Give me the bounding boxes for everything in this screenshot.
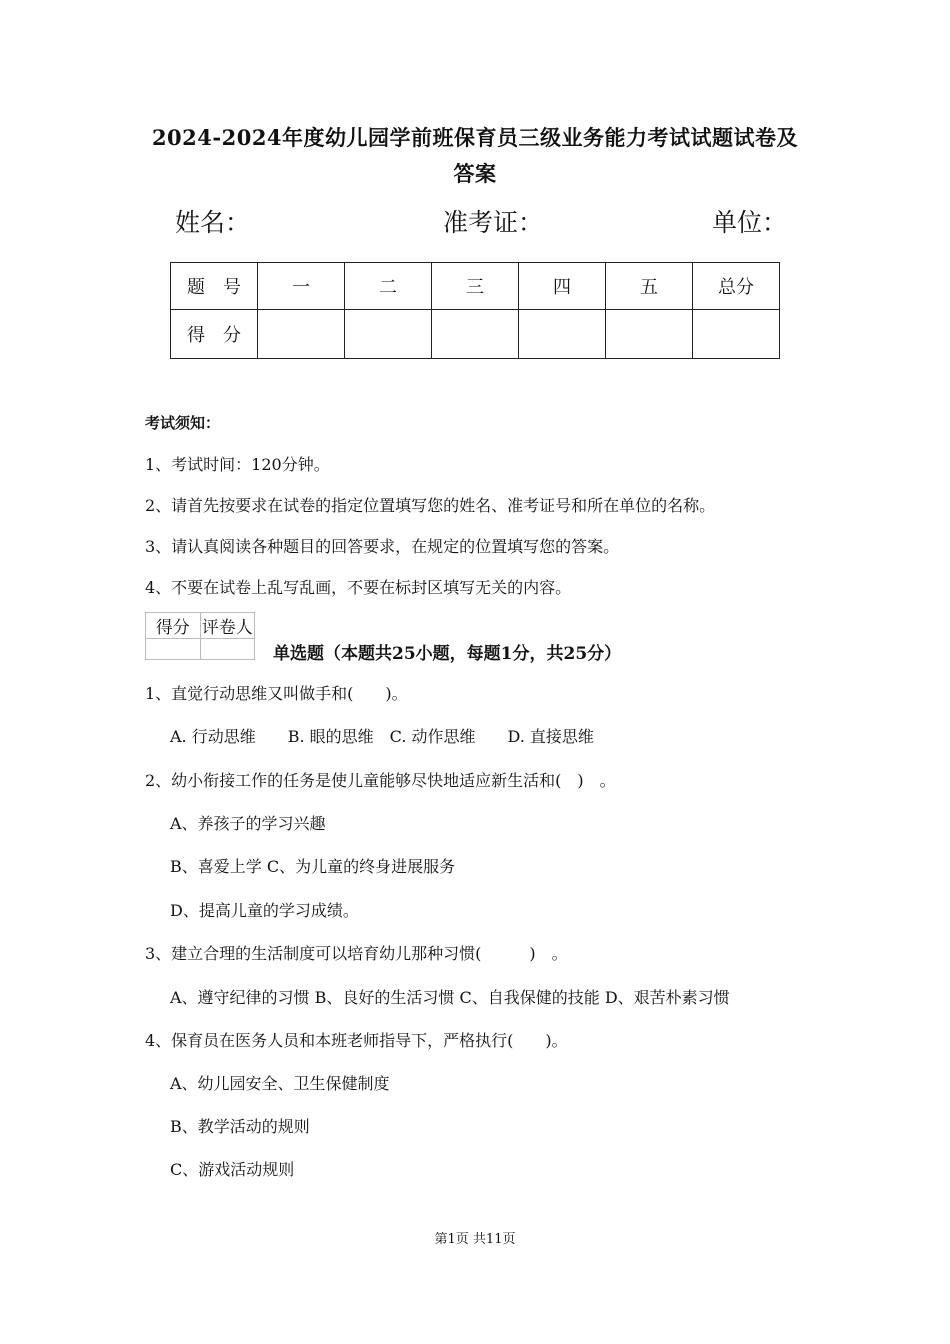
score-header-cell: 题 号 (171, 263, 258, 310)
question-stem: 3、建立合理的生活制度可以培育幼儿那种习惯( ) 。 (145, 944, 568, 963)
score-cell[interactable] (693, 310, 780, 359)
score-cell[interactable] (345, 310, 432, 359)
score-cell[interactable] (432, 310, 519, 359)
section-title: 单选题（本题共25小题，每题1分，共25分） (273, 644, 622, 664)
question-option: B、教学活动的规则 (170, 1117, 310, 1136)
question-option: D、提高儿童的学习成绩。 (170, 901, 359, 920)
score-table (170, 262, 780, 359)
question-options: A、遵守纪律的习惯 B、良好的生活习惯 C、自我保健的技能 D、艰苦朴素习惯 (170, 988, 730, 1007)
grader-score-cell[interactable] (146, 639, 201, 660)
exam-id-field-label: 准考证： (443, 208, 544, 237)
doc-title-line-1: 2024-2024年度幼儿园学前班保育员三级业务能力考试试题试卷及 (151, 125, 799, 150)
question-option: A、幼儿园安全、卫生保健制度 (170, 1074, 390, 1093)
score-header-cell: 三 (432, 263, 519, 310)
score-header-cell: 二 (345, 263, 432, 310)
name-field-label: 姓名： (175, 208, 251, 237)
score-cell[interactable] (606, 310, 693, 359)
grader-name-label: 评卷人 (200, 613, 255, 639)
question-stem: 4、保育员在医务人员和本班老师指导下，严格执行( )。 (145, 1031, 568, 1050)
question-option: B、喜爱上学 C、为儿童的终身进展服务 (170, 857, 456, 876)
unit-field-label: 单位： (712, 208, 788, 237)
notice-item: 2、请首先按要求在试卷的指定位置填写您的姓名、准考证号和所在单位的名称。 (145, 496, 716, 515)
doc-title-line-2: 答案 (453, 161, 497, 186)
grader-name-cell[interactable] (200, 639, 255, 660)
grader-score-label: 得分 (146, 613, 201, 639)
notice-title: 考试须知： (145, 414, 221, 432)
score-row-label: 得 分 (171, 310, 258, 359)
question-stem: 2、幼小衔接工作的任务是使儿童能够尽快地适应新生活和( ) 。 (145, 771, 616, 790)
notice-item: 4、不要在试卷上乱写乱画，不要在标封区填写无关的内容。 (145, 578, 572, 597)
score-table-score-row (171, 310, 780, 359)
score-table-header-row (171, 263, 780, 310)
score-cell[interactable] (258, 310, 345, 359)
notice-item: 3、请认真阅读各种题目的回答要求，在规定的位置填写您的答案。 (145, 537, 620, 556)
score-header-cell: 五 (606, 263, 693, 310)
grader-box (145, 612, 255, 660)
score-header-cell: 一 (258, 263, 345, 310)
score-cell[interactable] (519, 310, 606, 359)
question-stem: 1、直觉行动思维又叫做手和( )。 (145, 684, 408, 703)
score-header-cell: 四 (519, 263, 606, 310)
question-options: A. 行动思维 B. 眼的思维 C. 动作思维 D. 直接思维 (170, 727, 594, 746)
question-option: A、养孩子的学习兴趣 (170, 814, 326, 833)
question-option: C、游戏活动规则 (170, 1160, 295, 1179)
page-footer: 第1页 共11页 (434, 1232, 516, 1247)
notice-item: 1、考试时间：120分钟。 (145, 455, 330, 474)
score-header-cell: 总分 (693, 263, 780, 310)
